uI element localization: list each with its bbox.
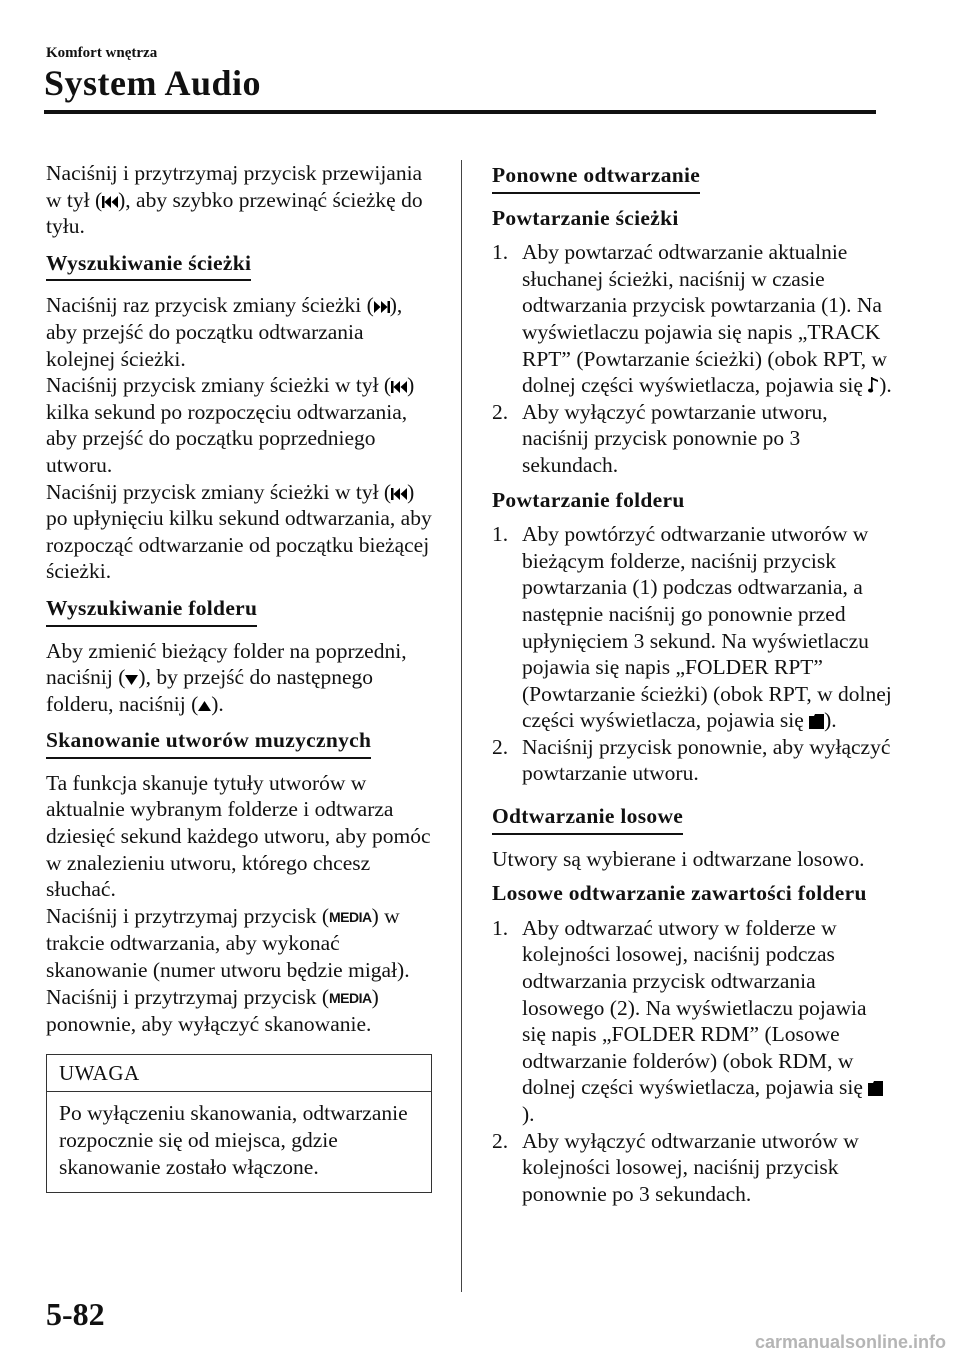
music-note-icon [868, 376, 879, 394]
track-search-paragraph: Naciśnij raz przycisk zmiany ścieżki ( ), aby przejść do początku odtwarzania kolejnej ścieżki. [46, 293, 403, 371]
right-column [492, 160, 892, 1215]
random-heading: Odtwarzanie losowe [492, 803, 683, 835]
folder-icon [809, 713, 824, 729]
scan-paragraph: Ta funkcja skanuje tytuły utworów w aktualnie wybranym folderze i odtwarza dziesięć sekund każdego utworu, aby pomóc w znalezieniu utworu, którego chcesz słuchać. [46, 770, 431, 902]
scan-heading: Skanowanie utworów muzycznych [46, 727, 371, 759]
media-button-icon: MEDIA [329, 989, 372, 1006]
column-divider [461, 160, 462, 1292]
random-intro: Utwory są wybierane i odtwarzane losowo. [492, 846, 865, 871]
page-number: 5-82 [46, 1296, 105, 1332]
repeat-track-label: Powtarzanie ścieżki [492, 205, 679, 230]
skip-back-icon [102, 195, 118, 209]
list-item: 1. Aby odtwarzać utwory w folderze w kolejności losowej, naciśnij podczas odtwarzania przycisk odtwarzania losowego (2). Na wyświetlaczu pojawia się napis „FOLDER RDM” (Losowe odtwarzanie folderów) (obok RDM, w dolnej części wyświetlacza, pojawia się ). [492, 915, 892, 1128]
page-title: System Audio [44, 63, 262, 103]
list-item: 1. Aby powtórzyć odtwarzanie utworów w bieżącym folderze, naciśnij przycisk powtarzania (1) podczas odtwarzania, a następnie naciśnij go ponownie przed upłynięciem 3 sekund. Na wyświetlaczu pojawia się napis „FOLDER RPT” (Powtarzanie ścieżki) (obok RPT, w dolnej części wyświetlacza, pojawia się ). [492, 522, 892, 733]
note-title: UWAGA [47, 1055, 431, 1093]
up-arrow-icon [198, 700, 211, 713]
watermark: carmanualsonline.info [754, 1332, 946, 1352]
section-label: Komfort wnętrza [46, 45, 158, 61]
rewind-paragraph: Naciśnij i przytrzymaj przycisk przewijania w tył ( ), aby szybko przewinąć ścieżkę do tyłu. [46, 161, 423, 239]
skip-back-icon [391, 380, 407, 394]
left-column [46, 160, 436, 1193]
folder-icon [868, 1080, 883, 1096]
title-rule [44, 110, 876, 114]
track-search-paragraph: Naciśnij przycisk zmiany ścieżki w tył ( ) po upłynięciu kilku sekund odtwarzania, aby rozpocząć odtwarzanie od początku bieżącej ścieżki. [46, 479, 432, 584]
folder-search-paragraph: Aby zmienić bieżący folder na poprzedni, naciśnij ( ), by przejść do następnego folderu, naciśnij ( ). [46, 638, 407, 716]
down-arrow-icon [125, 673, 138, 686]
list-item: 2. Aby wyłączyć powtarzanie utworu, naciśnij przycisk ponownie po 3 sekundach. [492, 399, 828, 477]
repeat-heading: Ponowne odtwarzanie [492, 162, 700, 194]
repeat-folder-list [492, 521, 892, 787]
track-search-paragraph: Naciśnij przycisk zmiany ścieżki w tył ( ) kilka sekund po rozpoczęciu odtwarzania, aby przejść do początku poprzedniego utworu. [46, 373, 415, 477]
track-search-heading: Wyszukiwanie ścieżki [46, 250, 251, 282]
skip-back-icon [391, 487, 407, 501]
random-folder-label: Losowe odtwarzanie zawartości folderu [492, 881, 867, 906]
media-button-icon: MEDIA [329, 908, 372, 925]
note-text: Po wyłączeniu skanowania, odtwarzanie rozpocznie się od miejsca, gdzie skanowanie zostało włączone. [59, 1101, 408, 1179]
repeat-folder-label: Powtarzanie folderu [492, 487, 685, 512]
list-item: 2. Naciśnij przycisk ponownie, aby wyłączyć powtarzanie utworu. [492, 734, 891, 786]
folder-search-heading: Wyszukiwanie folderu [46, 595, 257, 627]
skip-forward-icon [374, 300, 390, 314]
repeat-track-list [492, 239, 892, 478]
scan-paragraph: Naciśnij i przytrzymaj przycisk (MEDIA) w trakcie odtwarzania, aby wykonać skanowanie (numer utworu będzie migał). Naciśnij i przytrzymaj przycisk (MEDIA) ponownie, aby wyłączyć skanowanie. [46, 903, 410, 1037]
random-folder-list [492, 915, 892, 1208]
list-item: 2. Aby wyłączyć odtwarzanie utworów w kolejności losowej, naciśnij przycisk ponownie po 3 sekundach. [492, 1128, 859, 1206]
list-item: 1. Aby powtarzać odtwarzanie aktualnie słuchanej ścieżki, naciśnij w czasie odtwarzania przycisk powtarzania (1). Na wyświetlaczu pojawia się napis „TRACK RPT” (Powtarzanie ścieżki) (obok RPT, w dolnej części wyświetlacza, pojawia się ). [492, 240, 892, 398]
note-box [46, 1054, 432, 1193]
